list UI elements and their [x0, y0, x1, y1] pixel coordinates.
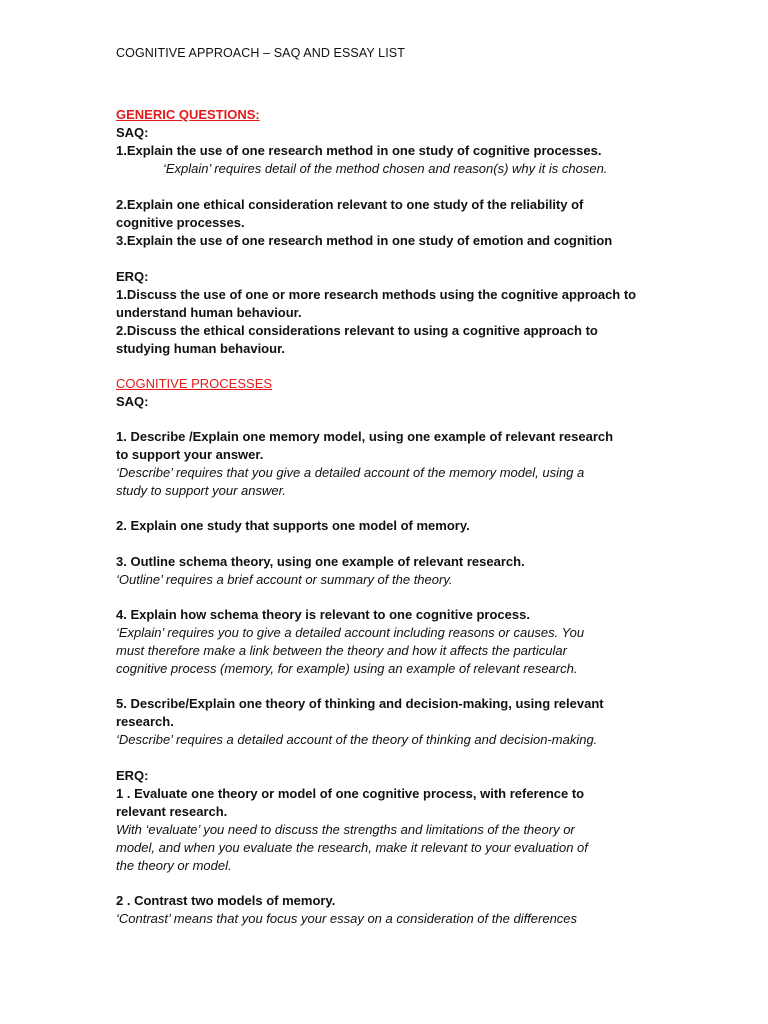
generic-erq1-line1: 1.Discuss the use of one or more research methods using the cognitive approach to: [116, 287, 637, 302]
cognitive-erq-label: ERQ:: [116, 768, 149, 783]
cognitive-saq-q1-note1: ‘Describe’ requires that you give a detailed account of the memory model, using a: [116, 465, 585, 480]
generic-saq-label: SAQ:: [116, 125, 149, 140]
cognitive-erq1-note1: With ‘evaluate’ you need to discuss the strengths and limitations of the theory or: [116, 822, 575, 837]
cognitive-saq-q5-note: ‘Describe’ requires a detailed account of the theory of thinking and decision-making.: [116, 732, 598, 747]
cognitive-erq2-note: ‘Contrast’ means that you focus your essay on a consideration of the differences: [116, 911, 578, 926]
cognitive-saq-q1-line1: 1. Describe /Explain one memory model, using one example of relevant research: [116, 429, 614, 444]
generic-saq-q1-note: ‘Explain’ requires detail of the method chosen and reason(s) why it is chosen.: [163, 161, 608, 176]
generic-saq-q2-line1: 2.Explain one ethical consideration relevant to one study of the reliability of: [116, 197, 584, 212]
cognitive-saq-q5-line1: 5. Describe/Explain one theory of thinking and decision-making, using relevant: [116, 696, 604, 711]
cognitive-saq-label: SAQ:: [116, 394, 149, 409]
cognitive-saq-q4: 4. Explain how schema theory is relevant to one cognitive process.: [116, 607, 530, 622]
cognitive-saq-q5-line2: research.: [116, 714, 174, 729]
cognitive-saq-q3: 3. Outline schema theory, using one example of relevant research.: [116, 554, 525, 569]
cognitive-erq1-note3: the theory or model.: [116, 858, 232, 873]
cognitive-saq-q4-note2: must therefore make a link between the theory and how it affects the particular: [116, 643, 567, 658]
cognitive-saq-q2: 2. Explain one study that supports one model of memory.: [116, 518, 470, 533]
cognitive-saq-q1-note2: study to support your answer.: [116, 483, 287, 498]
cognitive-saq-q3-note: ‘Outline’ requires a brief account or summary of the theory.: [116, 572, 453, 587]
cognitive-erq1-note2: model, and when you evaluate the research, make it relevant to your evaluation of: [116, 840, 588, 855]
generic-erq-label: ERQ:: [116, 269, 149, 284]
cognitive-saq-q4-note1: ‘Explain’ requires you to give a detailed account including reasons or causes. You: [116, 625, 585, 640]
generic-erq2-line2: studying human behaviour.: [116, 341, 286, 356]
cognitive-erq1-line2: relevant research.: [116, 804, 228, 819]
cognitive-processes-heading: COGNITIVE PROCESSES: [116, 376, 273, 391]
document-title: COGNITIVE APPROACH – SAQ AND ESSAY LIST: [116, 46, 405, 60]
generic-erq2-line1: 2.Discuss the ethical considerations relevant to using a cognitive approach to: [116, 323, 598, 338]
generic-saq-q3: 3.Explain the use of one research method in one study of emotion and cognition: [116, 233, 613, 248]
generic-saq-q2-line2: cognitive processes.: [116, 215, 245, 230]
generic-erq1-line2: understand human behaviour.: [116, 305, 302, 320]
generic-questions-heading: GENERIC QUESTIONS:: [116, 107, 260, 122]
cognitive-saq-q4-note3: cognitive process (memory, for example) using an example of relevant research.: [116, 661, 578, 676]
cognitive-erq2: 2 . Contrast two models of memory.: [116, 893, 336, 908]
cognitive-erq1-line1: 1 . Evaluate one theory or model of one cognitive process, with reference to: [116, 786, 585, 801]
generic-saq-q1: 1.Explain the use of one research method in one study of cognitive processes.: [116, 143, 602, 158]
cognitive-saq-q1-line2: to support your answer.: [116, 447, 264, 462]
